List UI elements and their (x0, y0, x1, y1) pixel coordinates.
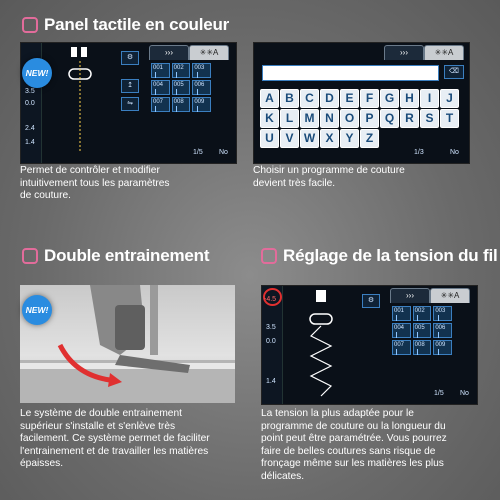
stitch-button[interactable]: 003 (433, 306, 452, 321)
title-text: Double entrainement (44, 246, 210, 265)
stitch-button[interactable]: 008 (172, 97, 191, 112)
gear-icon[interactable]: ⚙ (362, 294, 380, 308)
stitch-button[interactable]: 006 (433, 323, 452, 338)
length-value: 1.4 (266, 378, 276, 385)
offset-value: 0.0 (266, 338, 276, 345)
tabs (390, 288, 470, 302)
title-text: Panel tactile en couleur (44, 15, 230, 34)
checkbox-icon (261, 248, 277, 264)
key-button[interactable]: R (400, 109, 419, 128)
no-label: No (219, 149, 228, 156)
caption-keyboard: Choisir un programme de couture devient très facile. (253, 165, 405, 189)
page-indicator: 1/3 (414, 149, 424, 156)
key-button[interactable]: B (280, 89, 299, 108)
lcd-screen-stitch[interactable] (20, 42, 237, 164)
tab-letters[interactable]: ✳✳A (189, 45, 229, 60)
key-button[interactable]: J (440, 89, 459, 108)
stitch-button[interactable]: 006 (192, 80, 211, 95)
key-button[interactable]: W (300, 129, 319, 148)
new-badge: NEW! (22, 58, 52, 88)
key-button[interactable]: S (420, 109, 439, 128)
stitch-button[interactable]: 002 (172, 63, 191, 78)
key-button[interactable]: T (440, 109, 459, 128)
stitch-button[interactable]: 007 (392, 340, 411, 355)
checkbox-icon (22, 17, 38, 33)
length-value: 2.4 (25, 125, 35, 132)
key-button[interactable]: L (280, 109, 299, 128)
lcd-screen-keyboard[interactable] (253, 42, 470, 164)
tab-stitches[interactable]: ››› (390, 288, 430, 303)
key-button[interactable]: F (360, 89, 379, 108)
section-title-tension (261, 246, 498, 266)
key-button[interactable]: E (340, 89, 359, 108)
key-button[interactable]: X (320, 129, 339, 148)
page-indicator: 1/5 (434, 390, 444, 397)
no-label: No (450, 149, 459, 156)
tabs (149, 45, 229, 59)
key-button[interactable]: V (280, 129, 299, 148)
tab-letters[interactable]: ✳✳A (424, 45, 464, 60)
stitch-button[interactable]: 002 (413, 306, 432, 321)
tab-letters[interactable]: ✳✳A (430, 288, 470, 303)
key-button[interactable]: I (420, 89, 439, 108)
section-title-touch-panel (22, 15, 229, 35)
stitch-button[interactable]: 009 (192, 97, 211, 112)
width-value: 3.5 (25, 88, 35, 95)
stitch-button[interactable]: 008 (413, 340, 432, 355)
tension-value: 1.4 (25, 139, 35, 146)
tabs (384, 45, 464, 59)
stitch-button[interactable]: 004 (151, 80, 170, 95)
gear-icon[interactable]: ⚙ (121, 51, 139, 65)
key-row (260, 129, 379, 148)
no-label: No (460, 390, 469, 397)
stitch-button[interactable]: 005 (172, 80, 191, 95)
stitch-grid (392, 306, 452, 355)
key-button[interactable]: G (380, 89, 399, 108)
stitch-button[interactable]: 004 (392, 323, 411, 338)
stitch-button[interactable]: 003 (192, 63, 211, 78)
walking-foot-photo (20, 285, 235, 403)
offset-value: 0.0 (25, 100, 35, 107)
key-button[interactable]: D (320, 89, 339, 108)
page-indicator: 1/5 (193, 149, 203, 156)
tab-stitches[interactable]: ››› (384, 45, 424, 60)
key-button[interactable]: O (340, 109, 359, 128)
new-badge: NEW! (22, 295, 52, 325)
width-value: 3.5 (266, 324, 276, 331)
key-button[interactable]: P (360, 109, 379, 128)
walking-foot-illustration (20, 285, 235, 403)
title-text: Réglage de la tension du fil (283, 246, 498, 265)
stitch-button[interactable]: 001 (392, 306, 411, 321)
stitch-button[interactable]: 001 (151, 63, 170, 78)
stitch-button[interactable]: 009 (433, 340, 452, 355)
key-button[interactable]: C (300, 89, 319, 108)
key-button[interactable]: N (320, 109, 339, 128)
key-button[interactable]: Q (380, 109, 399, 128)
tension-value: -4.5 (264, 296, 277, 303)
key-button[interactable]: Z (360, 129, 379, 148)
key-button[interactable]: A (260, 89, 279, 108)
caption-double-feed: Le système de double entrainement supérieur s'installe et s'enlève très facilement. Ce système permet de faciliter l'entrainement et de travailler les matières épaisses. (20, 408, 210, 469)
stitch-preview (61, 47, 121, 157)
caption-touch-panel: Permet de contrôler et modifier intuitivement tous les paramètres de couture. (20, 165, 170, 201)
stitch-preview (302, 290, 362, 400)
caption-tension: La tension la plus adaptée pour le programme de couture ou la longueur du point peut être paramétrée. Vous pourrez faire de belles coutures sans risque de fronçage même sur les matières les plus délicates. (261, 408, 447, 482)
key-row (260, 89, 459, 108)
key-button[interactable]: H (400, 89, 419, 108)
needle-position-button[interactable]: ↥ (121, 79, 139, 93)
mirror-button[interactable]: ⇋ (121, 97, 139, 111)
lcd-screen-tension[interactable] (261, 285, 478, 405)
stitch-grid (151, 63, 211, 112)
key-button[interactable]: K (260, 109, 279, 128)
section-title-double-feed (22, 246, 209, 266)
text-entry-field[interactable] (262, 65, 439, 81)
checkbox-icon (22, 248, 38, 264)
key-button[interactable]: Y (340, 129, 359, 148)
key-button[interactable]: U (260, 129, 279, 148)
backspace-icon[interactable]: ⌫ (444, 65, 464, 79)
stitch-button[interactable]: 007 (151, 97, 170, 112)
key-row (260, 109, 459, 128)
tab-stitches[interactable]: ››› (149, 45, 189, 60)
key-button[interactable]: M (300, 109, 319, 128)
stitch-button[interactable]: 005 (413, 323, 432, 338)
